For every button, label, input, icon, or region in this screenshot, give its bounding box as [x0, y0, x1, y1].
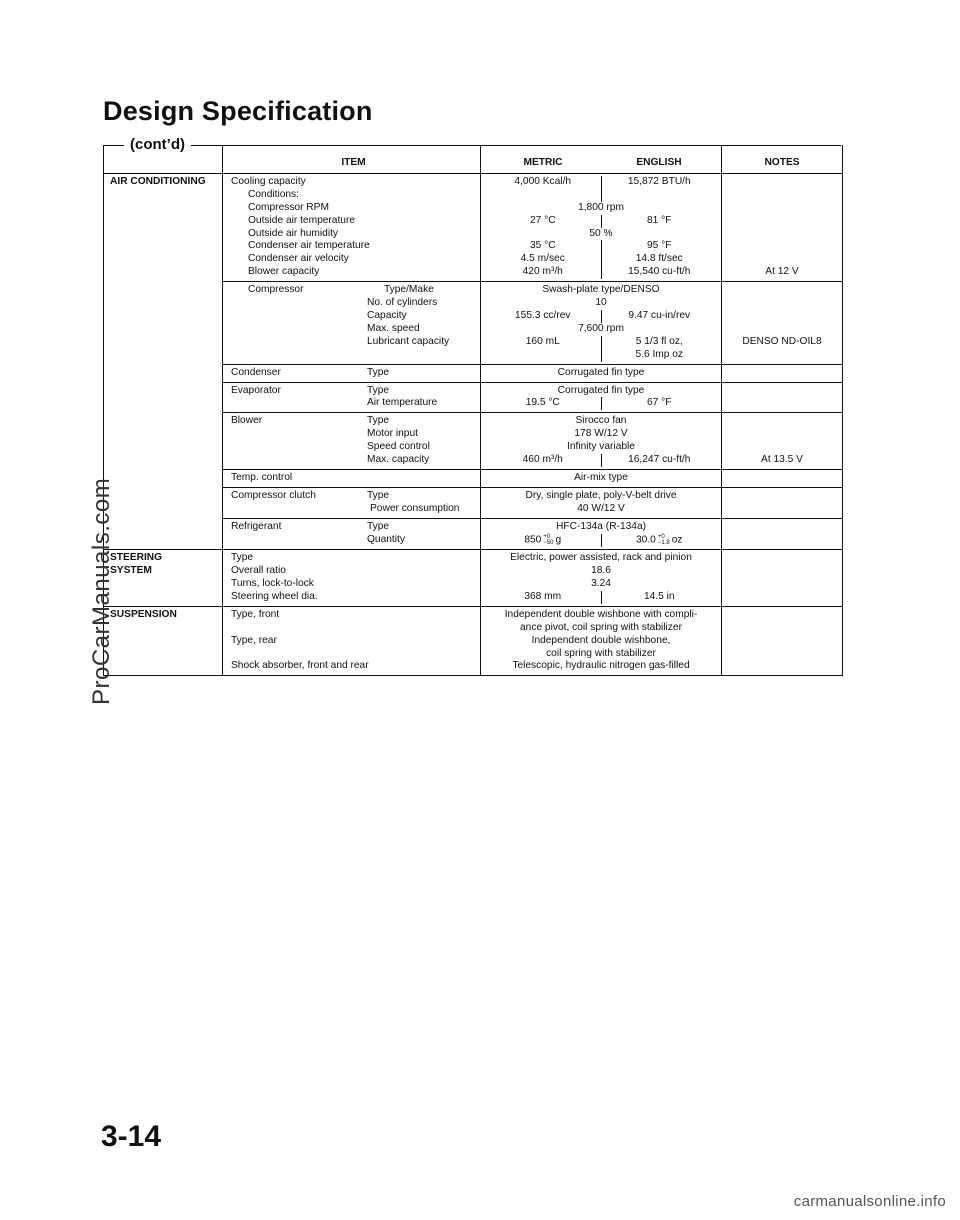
watermark: ProCarManuals.com [88, 477, 115, 705]
blower-type-label: Type [367, 415, 390, 427]
compressor-capacity-english: 9.47 cu-in/rev [628, 309, 691, 321]
capacity-metric: 4,000 Kcal/h [485, 176, 602, 189]
condenser-temp-label: Condenser air temperature [248, 240, 370, 252]
steering-type-label: Type [231, 552, 254, 564]
table-row [104, 413, 843, 470]
capacity-english: 15,872 BTU/h [627, 175, 691, 187]
spec-table [103, 145, 843, 676]
compressor-capacity-label: Capacity [367, 309, 407, 321]
shock-value: Telescopic, hydraulic nitrogen gas-filled [512, 660, 690, 672]
compressor-rpm-label: Compressor RPM [248, 201, 329, 213]
cond-temp-english: 95 °F [647, 240, 672, 252]
outside-humidity-label: Outside air humidity [248, 227, 339, 239]
wheel-dia-label: Steering wheel dia. [231, 590, 318, 602]
front-value-1: Independent double wishbone with compli- [504, 608, 698, 620]
clutch-type-value: Dry, single plate, poly-V-belt drive [525, 489, 677, 501]
wheel-dia-english: 14.5 in [643, 590, 675, 602]
air-temp-label: Air temperature [367, 397, 438, 409]
condenser-type-label: Type [367, 366, 390, 378]
blower-english: 15,540 cu-ft/h [628, 266, 691, 278]
table-row [104, 518, 843, 550]
section-steering: STEERING SYSTEM [104, 550, 223, 607]
overall-ratio-label: Overall ratio [231, 565, 286, 577]
type-make-label: Type/Make [384, 284, 434, 296]
blower-type-value: Sirocco fan [575, 415, 627, 427]
condenser-value: Corrugated fin type [481, 364, 722, 382]
lube-english-2: 5.6 Imp oz [635, 348, 684, 360]
table-row [104, 469, 843, 487]
evaporator-type-value: Corrugated fin type [557, 384, 645, 396]
velocity-english: 14.8 ft/sec [635, 253, 683, 265]
compressor-type-value: Swash-plate type/DENSO [542, 284, 660, 296]
max-capacity-label: Max. capacity [367, 454, 430, 466]
power-consumption-label: Power consumption [370, 502, 460, 514]
section-suspension: SUSPENSION [104, 606, 223, 676]
type-rear-label: Type, rear [231, 634, 277, 646]
humidity-value: 50 % [589, 227, 613, 239]
rear-value-2: coil spring with stabilizer [546, 647, 656, 659]
turns-value: 3.24 [591, 577, 611, 589]
blower-metric: 420 m³/h [485, 266, 602, 279]
lube-metric: 160 mL [485, 336, 602, 349]
temp-control-label: Temp. control [223, 469, 481, 487]
speed-control-label: Speed control [367, 441, 430, 453]
cylinders-label: No. of cylinders [367, 297, 438, 309]
compressor-capacity-metric: 155.3 cc/rev [485, 310, 602, 323]
note-blower: At 13.5 V [722, 413, 843, 470]
evaporator-type-label: Type [367, 384, 390, 396]
note-compressor: DENSO ND-OIL8 [722, 282, 843, 364]
motor-input-label: Motor input [367, 428, 418, 440]
table-row [104, 382, 843, 413]
continued-label: (cont’d) [124, 136, 191, 153]
lube-english-1: 5 1/3 fl oz, [635, 335, 683, 347]
refrigerant-label: Refrigerant [231, 520, 282, 532]
clutch-type-label: Type [367, 489, 390, 501]
header-notes: NOTES [722, 145, 843, 173]
condenser-velocity-label: Condenser air velocity [248, 253, 349, 265]
wheel-dia-metric: 368 mm [485, 591, 602, 604]
header-metric-english [481, 145, 722, 173]
table-row [104, 550, 843, 607]
type-front-label: Type, front [231, 608, 280, 620]
steering-type-value: Electric, power assisted, rack and pinion [510, 552, 692, 564]
rear-value-1: Independent double wishbone, [531, 634, 671, 646]
blower-capacity-english: 16,247 cu-ft/h [628, 454, 691, 466]
outside-temp-english: 81 °F [647, 214, 672, 226]
lubricant-label: Lubricant capacity [367, 335, 450, 347]
table-row [104, 282, 843, 364]
cooling-capacity-label: Cooling capacity [231, 175, 306, 187]
turns-label: Turns, lock-to-lock [231, 577, 314, 589]
refrigerant-qty-english: 30.0 +0 −1.8 oz [636, 533, 683, 546]
compressor-label: Compressor [248, 284, 304, 296]
blower-label: Blower [231, 415, 263, 427]
refrigerant-qty-metric: 850 +0 −50 g [485, 534, 602, 548]
quantity-label: Quantity [367, 533, 405, 545]
evap-temp-metric: 19.5 °C [485, 397, 602, 410]
footer-site: carmanualsonline.info [793, 1193, 946, 1210]
max-speed-label: Max. speed [367, 322, 420, 334]
cylinders-value: 10 [595, 297, 607, 309]
condenser-label: Condenser [231, 366, 281, 378]
speed-control-value: Infinity variable [567, 441, 635, 453]
blower-capacity-label: Blower capacity [248, 266, 320, 278]
front-value-2: ance pivot, coil spring with stabilizer [520, 621, 682, 633]
rpm-value: 1,800 rpm [578, 201, 624, 213]
evap-temp-english: 67 °F [647, 397, 672, 409]
cond-temp-metric: 35 °C [485, 240, 602, 253]
table-row [104, 487, 843, 518]
evaporator-label: Evaporator [231, 384, 281, 396]
outside-temp-metric: 27 °C [485, 215, 602, 228]
max-speed-value: 7,600 rpm [578, 322, 624, 334]
page-number: 3-14 [101, 1120, 162, 1153]
refrigerant-type-value: HFC-134a (R-134a) [555, 520, 647, 532]
overall-ratio-value: 18.6 [591, 565, 611, 577]
blower-capacity-metric: 460 m³/h [485, 454, 602, 467]
temp-control-value: Air-mix type [481, 469, 722, 487]
velocity-metric: 4.5 m/sec [485, 253, 602, 266]
metric-tolerance: +0 −50 [543, 533, 554, 546]
header-item: ITEM [223, 145, 481, 173]
power-value: 40 W/12 V [577, 502, 625, 514]
refrigerant-type-label: Type [367, 520, 390, 532]
motor-input-value: 178 W/12 V [574, 428, 628, 440]
table-header-row [104, 145, 843, 173]
note-cooling: At 12 V [722, 173, 843, 281]
page-title: Design Specification [103, 96, 373, 126]
conditions-label: Conditions: [248, 188, 299, 200]
clutch-label: Compressor clutch [231, 489, 316, 501]
outside-temp-label: Outside air temperature [248, 214, 356, 226]
section-air-conditioning: AIR CONDITIONING [104, 173, 223, 281]
table-row [104, 606, 843, 676]
table-row [104, 364, 843, 382]
header-english: ENGLISH [636, 157, 682, 168]
header-metric: METRIC [523, 157, 563, 168]
table-row [104, 173, 843, 281]
english-tolerance: +0 −1.8 [657, 533, 670, 546]
shock-absorber-label: Shock absorber, front and rear [231, 660, 369, 672]
